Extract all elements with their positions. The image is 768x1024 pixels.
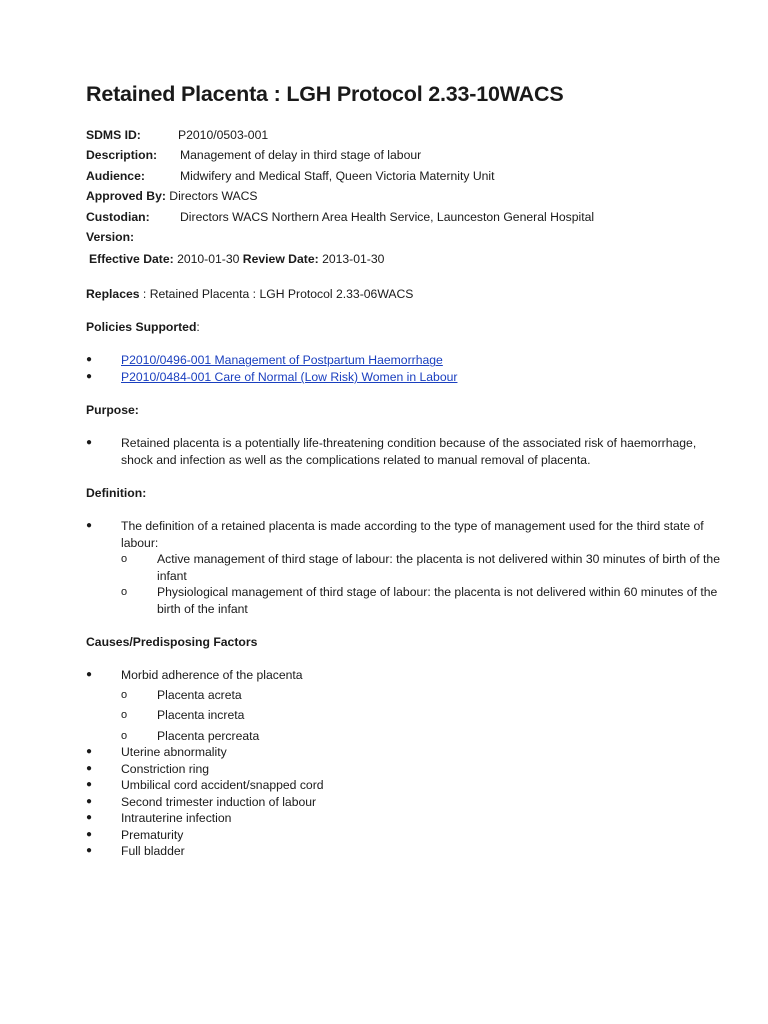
audience-label: Audience: (86, 168, 145, 183)
sub-list-item (121, 707, 726, 724)
approved-value: Directors WACS (169, 189, 258, 204)
causes-sublist (121, 687, 726, 745)
sub-list-item (121, 728, 726, 745)
list-item (86, 369, 726, 386)
policies-heading (86, 319, 726, 335)
purpose-list (86, 435, 726, 468)
page-title: Retained Placenta : LGH Protocol 2.33-10WACS (86, 82, 564, 106)
list-item (86, 435, 726, 468)
policy-link-normal-labour[interactable]: P2010/0484-001 Care of Normal (Low Risk) Women in Labour (121, 369, 458, 384)
causes-list (86, 667, 726, 860)
list-item (86, 744, 726, 761)
sub-list-item (121, 687, 726, 704)
bullet-icon: ● (86, 669, 93, 681)
list-item (86, 352, 726, 369)
cause-item: Full bladder (121, 844, 185, 859)
bullet-icon: ● (86, 795, 93, 807)
cause-item: Umbilical cord accident/snapped cord (121, 778, 324, 793)
definition-physiological-text: Physiological management of third stage of labour: the placenta is not delivered within 60 minutes of the birth of the infant (157, 585, 718, 616)
list-item (86, 794, 726, 811)
sub-list-item (121, 584, 726, 617)
cause-morbid-adherence: Morbid adherence of the placenta (121, 668, 303, 683)
cause-item: Constriction ring (121, 761, 210, 776)
effective-date-value: 2010-01-30 (177, 252, 240, 267)
bullet-icon: ● (86, 779, 93, 791)
purpose-heading: Purpose: (86, 403, 139, 418)
meta-approved-row (86, 186, 726, 206)
definition-heading: Definition: (86, 486, 147, 501)
list-item (86, 761, 726, 778)
policies-list (86, 352, 726, 385)
audience-value: Midwifery and Medical Staff, Queen Victoria Maternity Unit (180, 168, 495, 183)
bullet-icon: ● (86, 845, 93, 857)
custodian-label: Custodian: (86, 209, 150, 224)
definition-active-text: Active management of third stage of labour: the placenta is not delivered within 30 minutes of birth of the infant (157, 552, 720, 583)
bullet-icon: ● (86, 762, 93, 774)
cause-item: Uterine abnormality (121, 745, 227, 760)
review-date-value: 2013-01-30 (322, 252, 385, 267)
replaces-label: Replaces (86, 287, 140, 302)
list-item (86, 843, 726, 860)
sub-bullet-icon: o (121, 553, 128, 566)
list-item (86, 827, 726, 844)
sub-list-item (121, 551, 726, 584)
definition-sublist (121, 551, 726, 617)
bullet-icon: ● (86, 520, 93, 532)
sdms-value: P2010/0503-001 (178, 128, 269, 142)
cause-item: Prematurity (121, 827, 184, 842)
meta-description-row (86, 145, 726, 165)
effective-date-label: Effective Date: (89, 252, 174, 267)
cause-sub-item: Placenta percreata (157, 728, 260, 743)
document-page (86, 82, 726, 860)
replaces-value: : Retained Placenta : LGH Protocol 2.33-06WACS (142, 287, 414, 302)
meta-version-row (86, 227, 726, 247)
bullet-icon: ● (86, 746, 93, 758)
purpose-text: Retained placenta is a potentially life-threatening condition because of the associated risk of haemorrhage, shock and infection as well as the complications related to manual removal of placenta. (121, 436, 697, 467)
bullet-icon: ● (86, 370, 93, 382)
review-date-label: Review Date: (242, 252, 319, 267)
custodian-value: Directors WACS Northern Area Health Service, Launceston General Hospital (180, 209, 595, 224)
dates-row (86, 249, 726, 269)
causes-heading: Causes/Predisposing Factors (86, 635, 258, 650)
cause-sub-item: Placenta acreta (157, 687, 242, 702)
description-label: Description: (86, 148, 158, 163)
list-item (86, 777, 726, 794)
approved-label: Approved By: (86, 189, 166, 204)
version-label: Version: (86, 230, 135, 245)
sub-bullet-icon: o (121, 688, 128, 701)
list-item (86, 667, 726, 744)
definition-list (86, 518, 726, 617)
sdms-label: SDMS ID: (86, 128, 141, 142)
policies-heading-colon: : (196, 320, 200, 335)
sub-bullet-icon: o (121, 586, 128, 599)
list-item (86, 518, 726, 617)
bullet-icon: ● (86, 812, 93, 824)
cause-sub-item: Placenta increta (157, 708, 245, 723)
bullet-icon: ● (86, 437, 93, 449)
bullet-icon: ● (86, 354, 93, 366)
policy-link-pph[interactable]: P2010/0496-001 Management of Postpartum Haemorrhage (121, 353, 443, 368)
definition-text: The definition of a retained placenta is made according to the type of management used for the third state of labour: (121, 519, 704, 550)
list-item (86, 810, 726, 827)
bullet-icon: ● (86, 828, 93, 840)
sub-bullet-icon: o (121, 729, 128, 742)
cause-item: Second trimester induction of labour (121, 794, 317, 809)
policies-heading-text: Policies Supported (86, 320, 197, 335)
meta-custodian-row (86, 207, 726, 227)
meta-audience-row (86, 166, 726, 186)
meta-sdms-row (86, 125, 726, 145)
cause-item: Intrauterine infection (121, 811, 232, 826)
sub-bullet-icon: o (121, 709, 128, 722)
replaces-row (86, 286, 726, 302)
description-value: Management of delay in third stage of labour (180, 148, 422, 163)
